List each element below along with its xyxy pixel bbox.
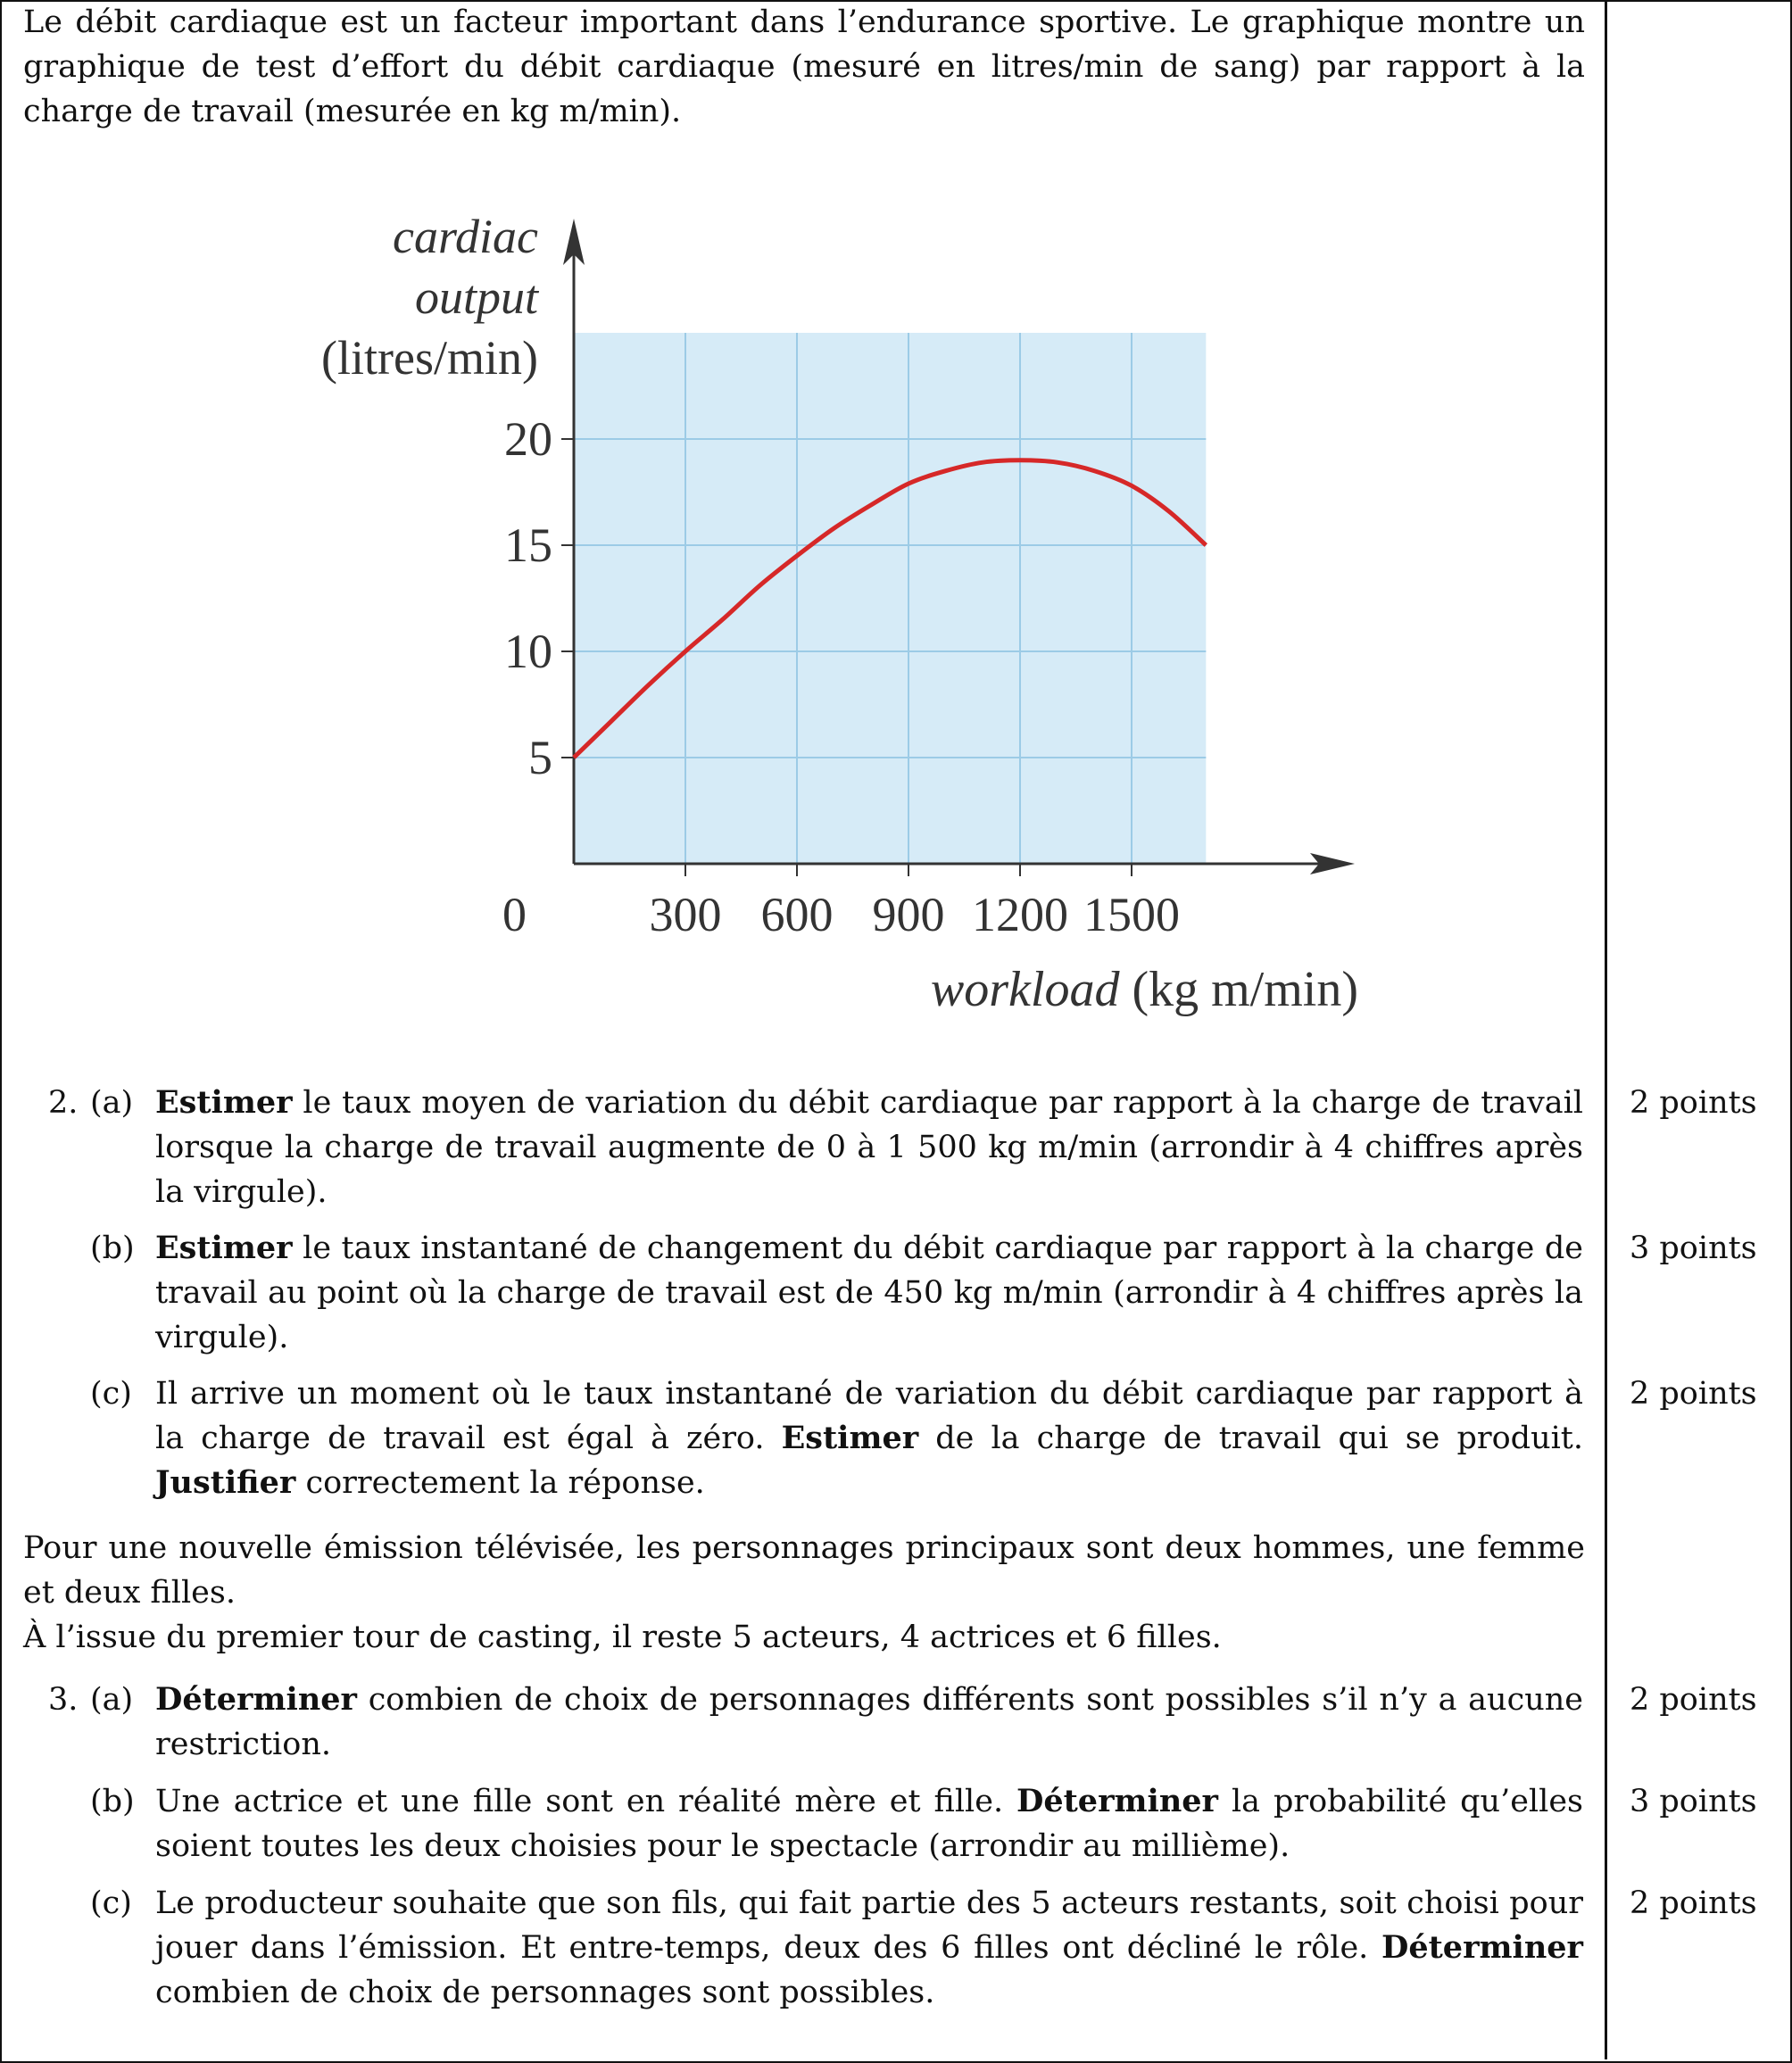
q3b-points: 3 points: [1630, 1784, 1757, 1819]
q2c-body-2: de la charge de travail qui se produit.: [918, 1421, 1583, 1456]
origin-label: 0: [502, 888, 527, 941]
y-tick-label: 15: [504, 518, 552, 572]
intro2-line1: Pour une nouvelle émission télévisée, les personnages principaux sont deux hommes, une femme et deux filles.: [23, 1530, 1585, 1611]
intro-text: Le débit cardiaque est un facteur important dans l’endurance sportive. Le graphique montre un graphique de test d’effort du débit cardiaque (mesuré en litres/min de sang) par rapport à la charge de travail (mesurée en kg m/min).: [23, 4, 1585, 129]
plot-background: [574, 333, 1206, 864]
intro2-paragraph: [23, 1526, 1585, 1660]
q2c-body-3: correctement la réponse.: [295, 1465, 705, 1501]
q3b-text: [155, 1779, 1583, 1868]
x-tick-label: 300: [649, 888, 722, 941]
q3c-text: [155, 1881, 1583, 2015]
intro2-line2: À l’issue du premier tour de casting, il reste 5 acteurs, 4 actrices et 6 filles.: [23, 1620, 1222, 1655]
q3a-body: combien de choix de personnages différents sont possibles s’il n’y a aucune restriction.: [155, 1682, 1583, 1762]
q2a-points: 2 points: [1630, 1085, 1757, 1121]
q3b-bold: Déterminer: [1016, 1783, 1218, 1819]
q3a-text: [155, 1678, 1583, 1767]
y-tick-label: 10: [504, 625, 552, 678]
q2c-bold-2: Justifier: [155, 1464, 296, 1501]
intro-paragraph: [23, 0, 1585, 134]
q2b-label: (b): [90, 1230, 135, 1266]
q2c-label: (c): [90, 1376, 132, 1412]
q3a-bold: Déterminer: [155, 1681, 357, 1718]
q2c-text: [155, 1371, 1583, 1505]
y-tick-label: 20: [504, 412, 552, 466]
x-axis-label: [931, 962, 1358, 1017]
q3-number: 3.: [48, 1682, 79, 1718]
q2b-bold: Estimer: [155, 1230, 293, 1266]
q2a-body: le taux moyen de variation du débit cardiaque par rapport à la charge de travail lorsque la charge de travail augmente de 0 à 1 500 kg m/min (arrondir à 4 chiffres après la virgule).: [155, 1085, 1583, 1210]
q3c-bold: Déterminer: [1381, 1929, 1583, 1966]
q2b-text: [155, 1226, 1583, 1360]
x-axis-label-unit: (kg m/min): [1132, 962, 1358, 1017]
q3c-body-2: combien de choix de personnages sont possibles.: [155, 1975, 935, 2010]
q2c-body-1: Il arrive un moment où le taux instantané de variation du débit cardiaque par rapport à la charge de travail est égal à zéro.: [155, 1376, 1583, 1456]
q3b-body-2: la probabilité qu’elles soient toutes les deux choisies pour le spectacle (arrondir au millième).: [155, 1784, 1583, 1864]
q3c-body-1: Le producteur souhaite que son fils, qui fait partie des 5 acteurs restants, soit choisi pour jouer dans l’émission. Et entre-temps, deux des 6 filles ont décliné le rôle.: [155, 1885, 1583, 1966]
cardiac-output-chart: [268, 192, 1392, 1040]
y-axis-label-line3: (litres/min): [321, 331, 538, 385]
x-tick-label: 600: [760, 888, 834, 941]
q2a-bold: Estimer: [155, 1084, 293, 1121]
q3b-label: (b): [90, 1784, 135, 1819]
q3a-points: 2 points: [1630, 1682, 1757, 1718]
q2a-text: [155, 1081, 1583, 1214]
q3c-points: 2 points: [1630, 1885, 1757, 1921]
y-axis-label-line2: output: [414, 270, 538, 324]
q2b-body: le taux instantané de changement du débit cardiaque par rapport à la charge de travail au point où la charge de travail est de 450 kg m/min (arrondir à 4 chiffres après la virgule).: [155, 1230, 1583, 1355]
x-tick-label: 1200: [972, 888, 1068, 941]
q2b-points: 3 points: [1630, 1230, 1757, 1266]
q3a-label: (a): [90, 1682, 134, 1718]
q2-number: 2.: [48, 1085, 79, 1121]
q3c-label: (c): [90, 1885, 132, 1921]
q2a-label: (a): [90, 1085, 134, 1121]
q2c-points: 2 points: [1630, 1376, 1757, 1412]
y-tick-label: 5: [528, 731, 552, 784]
y-axis-label-line1: cardiac: [393, 210, 538, 263]
points-column-divider: [1605, 0, 1607, 2059]
x-tick-label: 1500: [1083, 888, 1180, 941]
x-tick-label: 900: [872, 888, 945, 941]
x-axis-label-italic: workload: [930, 962, 1132, 1017]
q3b-body-1: Une actrice et une fille sont en réalité mère et fille.: [155, 1784, 1017, 1819]
q2c-bold-1: Estimer: [781, 1420, 919, 1456]
